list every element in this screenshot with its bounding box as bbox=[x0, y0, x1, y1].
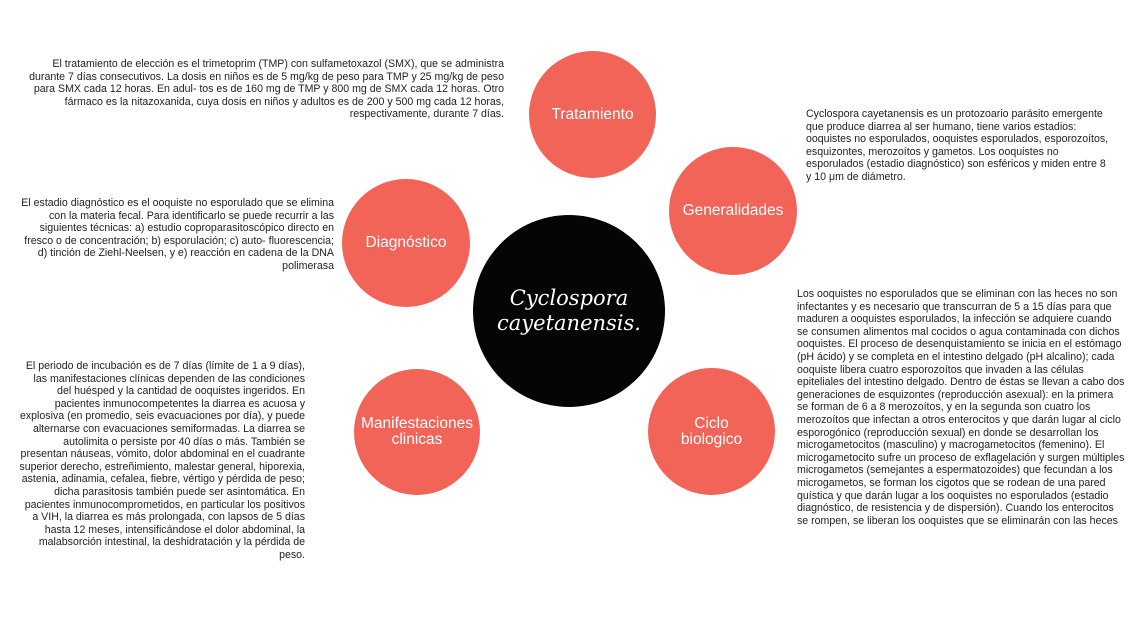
node-generalidades bbox=[669, 147, 797, 275]
node-ciclo-label: Ciclo biologico bbox=[680, 414, 743, 448]
center-title: Cyclospora cayetanensis. bbox=[497, 286, 641, 335]
node-manifestaciones-label: Manifestaciones clinicas bbox=[360, 415, 473, 448]
node-ciclo-biologico bbox=[648, 368, 775, 495]
node-diagnostico bbox=[342, 179, 470, 307]
text-ciclo-biologico: Los ooquistes no esporulados que se eliminan con las heces no son infectantes y es necesario que transcurran de 5 a 15 días para que maduren a ooquistes esporulados, la infección se adquiere cuando se consumen alimentos mal cocidos o agua contaminada con dichos ooquistes. El proceso de desenquistamiento se inicia en el estómago (pH ácido) y se completa en el intestino delgado (pH alcalino); cada ooquiste libera cuatro esporozoítos que invaden a las células epiteliales del intestino delgado. Dentro de éstas se llevan a cabo dos generaciones de esquizontes (reproducción asexual): en la primera se forman de 6 a 8 merozoítos, y en la segunda son cuatro los merozoítos que infectan a otros enterocitos y que darán lugar al ciclo esporogónico (reproducción sexual) en donde se desarrollan los microgametocitos (masculino) y macrogametocitos (femenino). El microgametocito sufre un proceso de exflagelación y surgen múltiples microgametos (semejantes a espermatozoides) que fecundan a los microgametos, se forman los cigotos que se rodean de una pared quística y que darán lugar a los ooquistes no esporulados (estadio diagnóstico, de resistencia y de dispersión). Cuando los enterocitos se rompen, se liberan los ooquistes que se eliminarán con las heces bbox=[797, 288, 1125, 527]
node-manifestaciones bbox=[354, 369, 480, 495]
center-node bbox=[473, 215, 665, 407]
node-diagnostico-label: Diagnóstico bbox=[365, 234, 447, 251]
text-generalidades: Cyclospora cayetanensis es un protozoario parásito emergente que produce diarrea al ser humano, tiene varios estadios: ooquistes no esporulados, ooquistes esporulados, esporozoítos, esquizontes, merozoítos y gametos. Los ooquistes no esporulados (estadio diagnóstico) son esféricos y miden entre 8 y 10 μm de diámetro. bbox=[806, 108, 1109, 183]
text-tratamiento: El tratamiento de elección es el trimetoprim (TMP) con sulfametoxazol (SMX), que se administra durante 7 días consecutivos. La dosis en niños es de 5 mg/kg de peso para TMP y 25 mg/kg de peso para SMX cada 12 horas. En adul- tos es de 160 mg de TMP y 800 mg de SMX cada 12 horas. Otro fármaco es la nitazoxanida, cuya dosis en niños y adultos es de 200 y 500 mg cada 12 horas, respectivamente, durante 7 días. bbox=[29, 58, 504, 121]
node-tratamiento-label: Tratamiento bbox=[551, 105, 634, 123]
node-tratamiento bbox=[529, 51, 656, 178]
text-manifestaciones: El periodo de incubación es de 7 días (límite de 1 a 9 días), las manifestaciones clínicas dependen de las condiciones del huésped y la cantidad de ooquistes ingeridos. En pacientes inmunocompetentes la diarrea es acuosa y explosiva (en promedio, seis evacuaciones por día), y puede alternarse con evacuaciones semiformadas. La diarrea se autolimita o persiste por 40 días o más. También se presentan náuseas, vómito, dolor abdominal en el cuadrante superior derecho, estreñimiento, malestar general, hiporexia, astenia, adinamia, cefalea, fiebre, vértigo y pérdida de peso; dicha parasitosis también puede ser asintomática. En pacientes inmunocomprometidos, en particular los positivos a VIH, la diarrea es más prolongada, con lapsos de 5 días hasta 12 meses, intensificándose el dolor abdominal, la malabsorción intestinal, la deshidratación y la pérdida de peso. bbox=[19, 360, 305, 561]
node-generalidades-label: Generalidades bbox=[682, 202, 784, 219]
text-diagnostico: El estadio diagnóstico es el ooquiste no esporulado que se elimina con la materia fecal. Para identificarlo se puede recurrir a las siguientes técnicas: a) estudio coproparasitoscópico directo en fresco o de concentración; b) esporulación; c) auto- fluorescencia; d) tinción de Ziehl-Neelsen, y e) reacción en cadena de la DNA polimerasa bbox=[21, 197, 334, 272]
